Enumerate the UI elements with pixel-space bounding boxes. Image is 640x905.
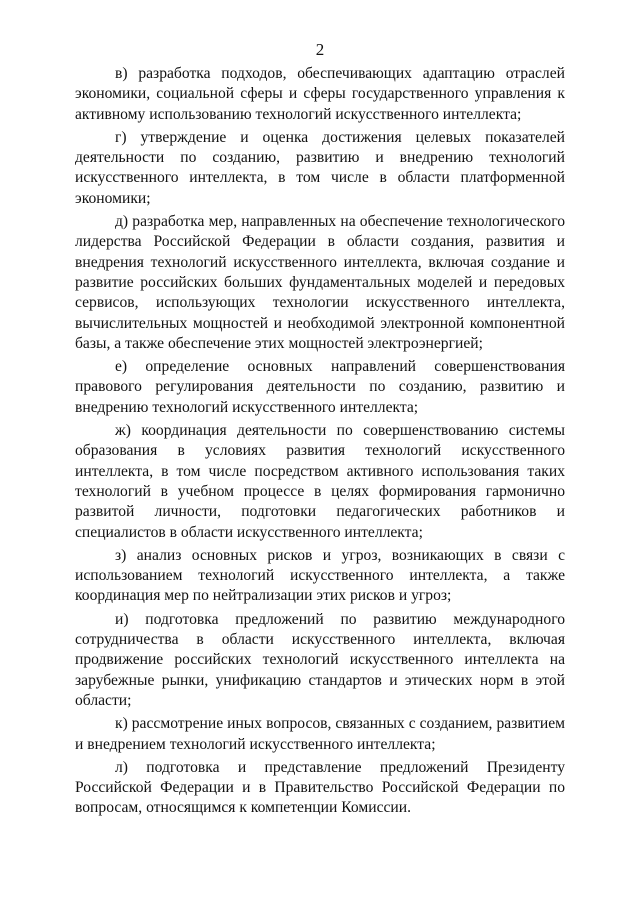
paragraph-d: д) разработка мер, направленных на обеспечение технологического лидерства Российской Федерации в области создания, развития и внедрения технологий искусственного интеллекта, включая создание и развитие российских больших фундаментальных моделей и передовых сервисов, использующих технологии искусственного интеллекта, вычислительных мощностей и необходимой электронной компонентной базы, а также обеспечение этих мощностей электроэнергией; bbox=[75, 213, 565, 352]
paragraph-zh: ж) координация деятельности по совершенствованию системы образования в условиях развития технологий искусственного интеллекта, в том числе посредством активного использования таких технологий в учебном процессе в целях формирования гармонично развитой личности, подготовки педагогических работников и специалистов в области искусственного интеллекта; bbox=[75, 422, 565, 541]
paragraph-g: г) утверждение и оценка достижения целевых показателей деятельности по созданию, развитию и внедрению технологий искусственного интеллекта, в том числе в области платформенной экономики; bbox=[75, 128, 565, 207]
paragraph-k: к) рассмотрение иных вопросов, связанных с созданием, развитием и внедрением технологий искусственного интеллекта; bbox=[75, 715, 565, 753]
paragraph-e: е) определение основных направлений совершенствования правового регулирования деятельности по созданию, развитию и внедрению технологий искусственного интеллекта; bbox=[75, 358, 565, 416]
paragraph-v: в) разработка подходов, обеспечивающих адаптацию отраслей экономики, социальной сферы и сферы государственного управления к активному использованию технологий искусственного интеллекта; bbox=[75, 65, 565, 123]
paragraph-l: л) подготовка и представление предложений Президенту Российской Федерации и в Правительство Российской Федерации по вопросам, относящимся к компетенции Комиссии. bbox=[75, 758, 565, 817]
page-number: 2 bbox=[315, 40, 325, 59]
paragraph-i: и) подготовка предложений по развитию международного сотрудничества в области искусственного интеллекта, включая продвижение российских технологий искусственного интеллекта на зарубежные рынки, унификацию стандартов и этических норм в этой области; bbox=[75, 610, 565, 709]
paragraph-z: з) анализ основных рисков и угроз, возникающих в связи с использованием технологий искусственного интеллекта, а также координация мер по нейтрализации этих рисков и угроз; bbox=[75, 546, 565, 605]
document-body bbox=[75, 64, 565, 822]
